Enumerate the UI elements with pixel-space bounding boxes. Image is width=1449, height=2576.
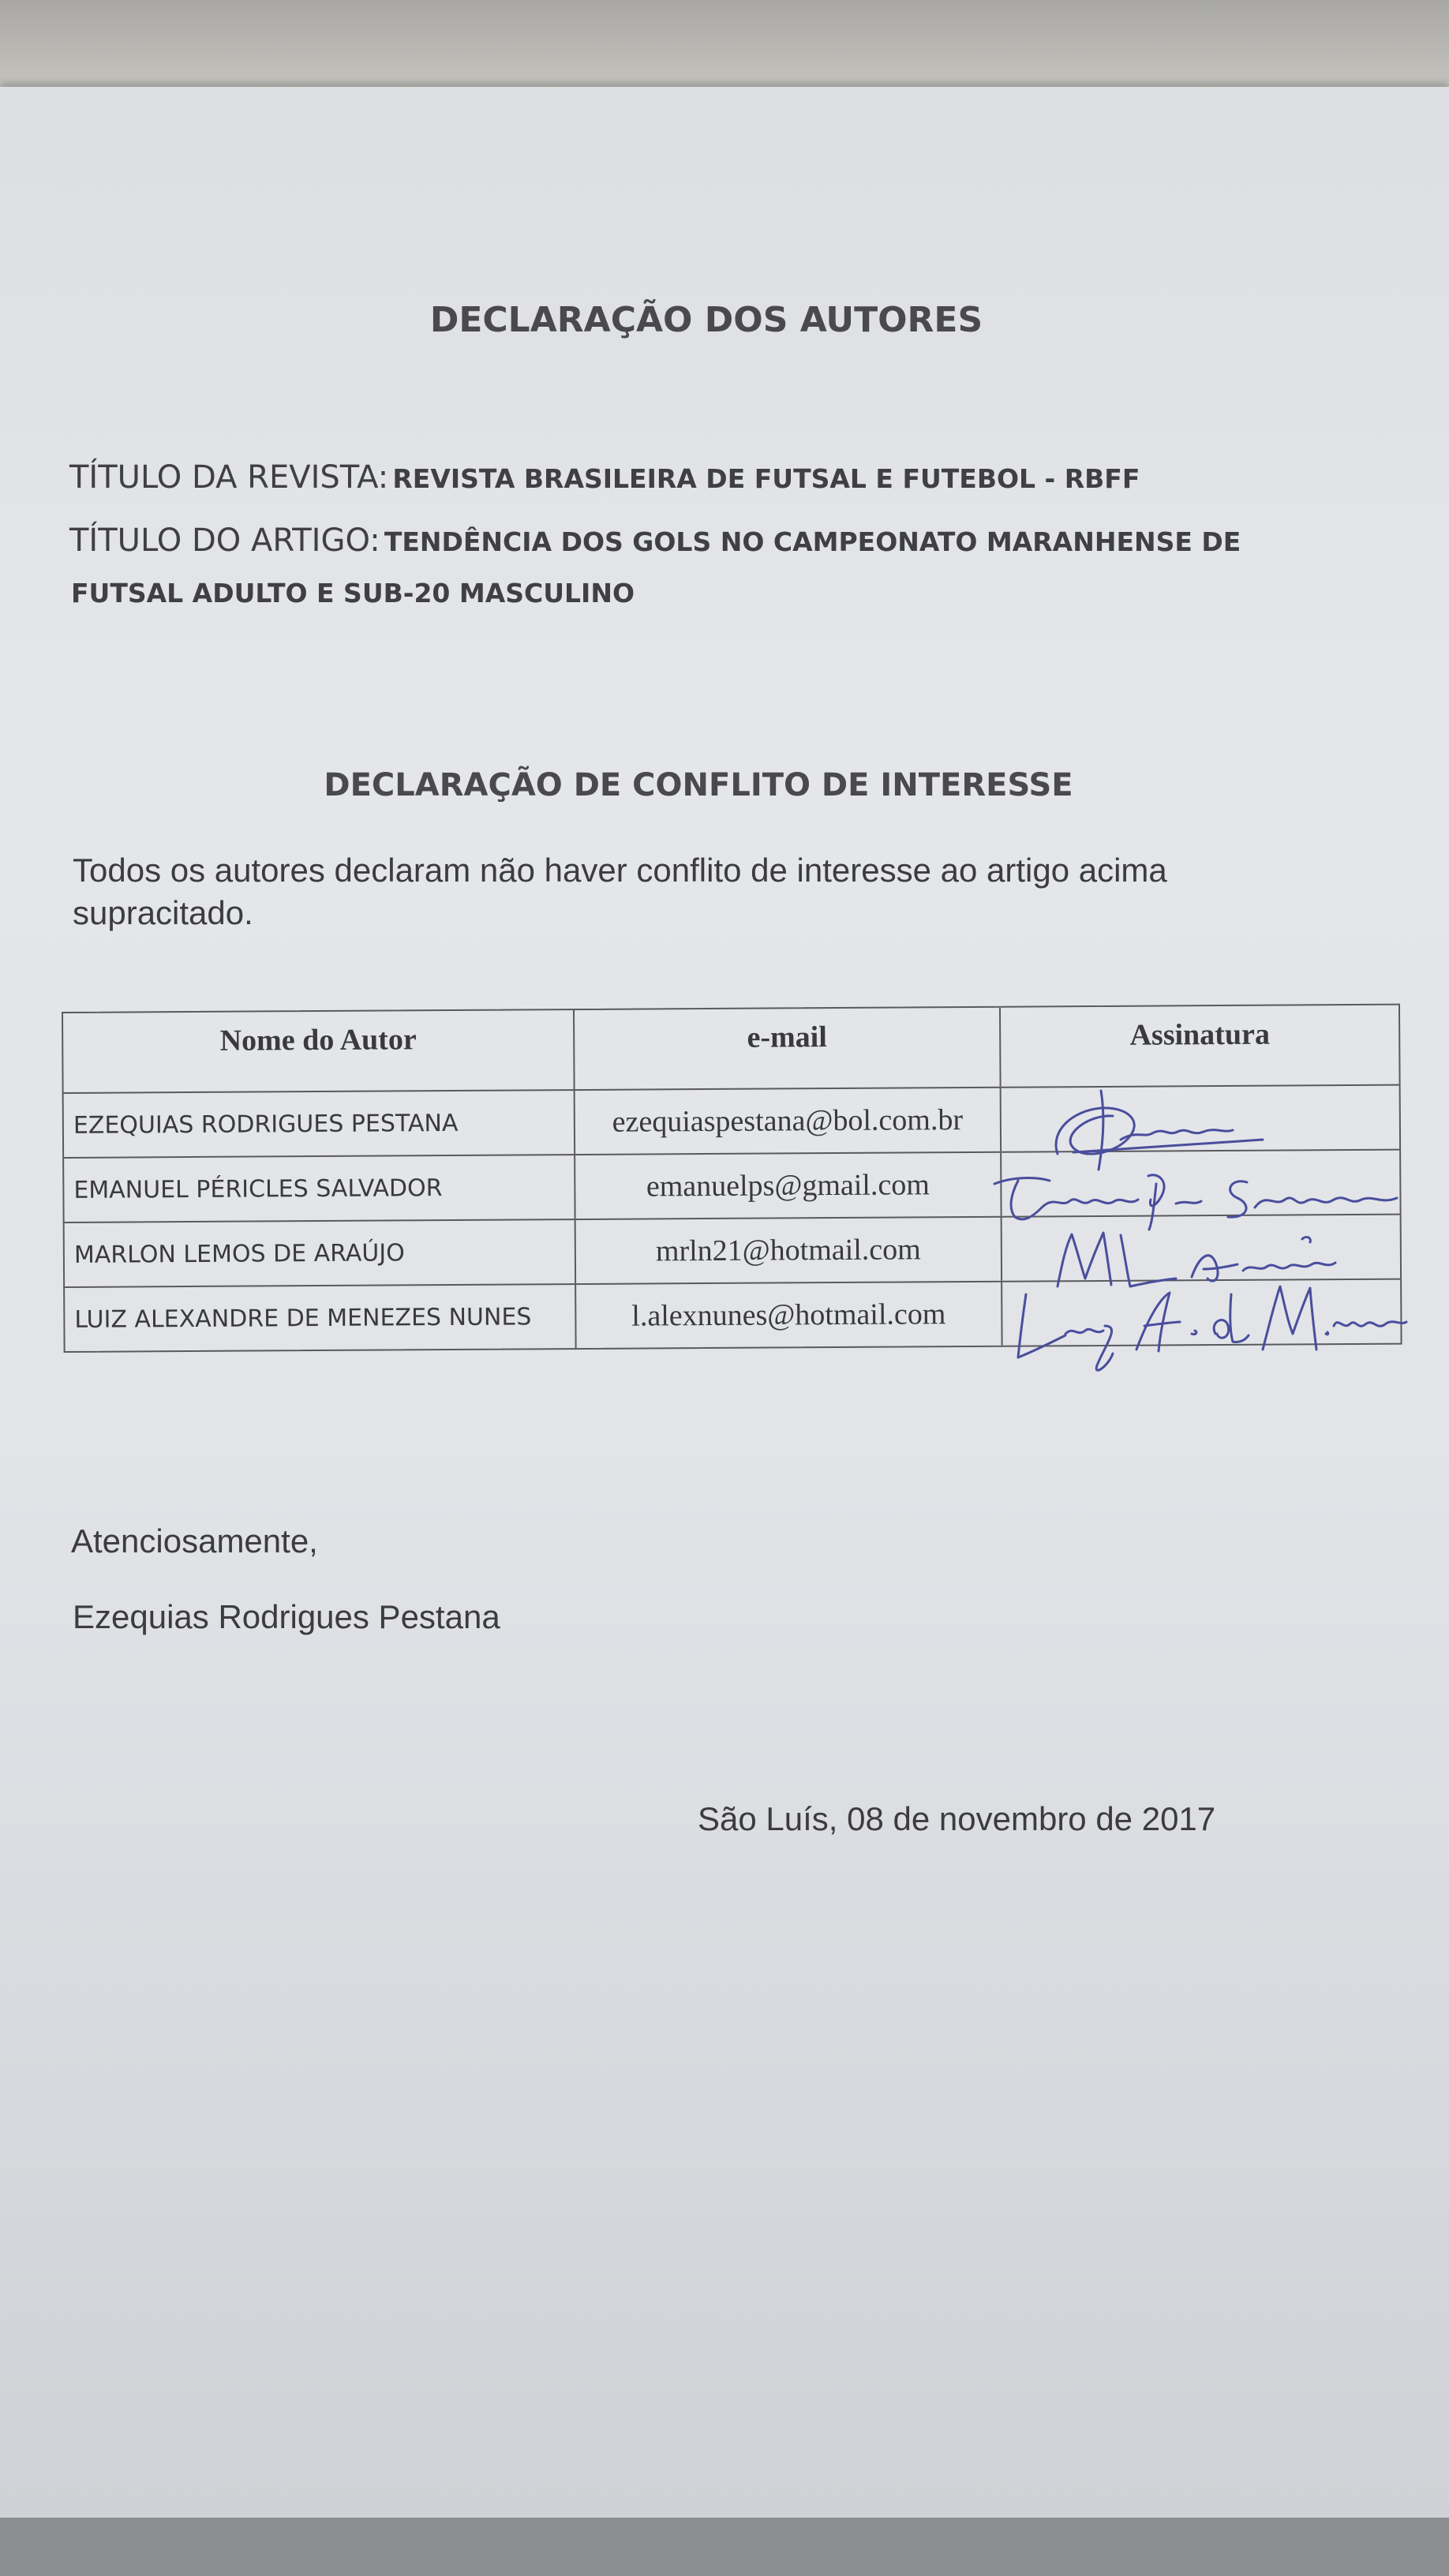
- author-email: l.alexnunes@hotmail.com: [575, 1282, 1001, 1348]
- article-title-line: [69, 522, 1241, 559]
- author-name: MARLON LEMOS DE ARAÚJO: [73, 1238, 405, 1269]
- article-value-line2: FUTSAL ADULTO E SUB-20 MASCULINO: [71, 578, 635, 608]
- signer-name: Ezequias Rodrigues Pestana: [73, 1598, 500, 1635]
- journal-title-line: [69, 459, 1140, 496]
- journal-label: TÍTULO DA REVISTA:: [69, 459, 389, 496]
- conflict-heading: DECLARAÇÃO DE CONFLITO DE INTERESSE: [324, 767, 1073, 803]
- journal-value: REVISTA BRASILEIRA DE FUTSAL E FUTEBOL - RBFF: [392, 463, 1140, 494]
- conflict-statement: Todos os autores declaram não haver conflito de interesse ao artigo acima supracitado.: [73, 852, 1167, 931]
- header-email: e-mail: [573, 1008, 1000, 1089]
- author-email: emanuelps@gmail.com: [574, 1153, 1000, 1219]
- closing-salutation: Atenciosamente,: [71, 1522, 318, 1559]
- author-email: ezequiaspestana@bol.com.br: [574, 1088, 1000, 1154]
- article-value-line1: TENDÊNCIA DOS GOLS NO CAMPEONATO MARANHENSE DE: [384, 526, 1241, 557]
- background-surface-bottom: [0, 2518, 1449, 2576]
- header-author-name: Nome do Autor: [219, 1023, 417, 1058]
- article-title-line-2: [71, 578, 635, 608]
- header-signature: Assinatura: [999, 1005, 1399, 1087]
- place-and-date: São Luís, 08 de novembro de 2017: [698, 1800, 1216, 1837]
- article-label: TÍTULO DO ARTIGO:: [69, 522, 380, 559]
- author-name: LUIZ ALEXANDRE DE MENEZES NUNES: [74, 1302, 532, 1334]
- document-title: DECLARAÇÃO DOS AUTORES: [429, 300, 983, 340]
- author-name: EMANUEL PÉRICLES SALVADOR: [73, 1174, 443, 1204]
- signature-emanuel: [987, 1160, 1413, 1231]
- author-name: EZEQUIAS RODRIGUES PESTANA: [73, 1109, 459, 1140]
- signature-luiz: [1002, 1279, 1413, 1381]
- author-email: mrln21@hotmail.com: [575, 1218, 1001, 1283]
